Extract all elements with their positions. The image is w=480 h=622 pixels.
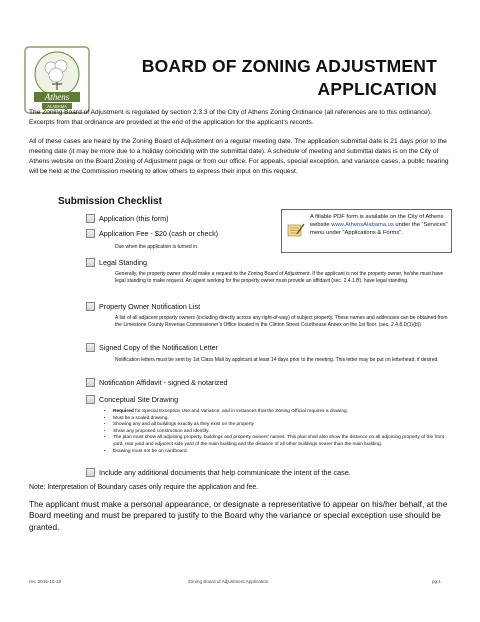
requirement-item: • The plan must show all adjoining property, buildings and property owners’ names. This plan shall also show the distance on all adjoining property of the front yard, rear yard and adjacent side yard of the main building and the distance of all other buildings nearer than the main building.	[113, 435, 447, 448]
appearance-paragraph: The applicant must make a personal appearance, or designate a representative to appear on his/her behalf, at the Board meeting and must be prepared to justify to the Board why the variance or special exception use should be granted.	[29, 499, 448, 532]
website-link[interactable]: www.AthensAlabama.us	[331, 222, 394, 229]
page-title-line2: APPLICATION	[317, 79, 437, 99]
logo-state-text: ALABAMA	[47, 104, 67, 109]
intro-paragraph-1: The Zoning Board of Adjustment is regulated by section 2.3.3 of the City of Athens Zoning Ordinance (all references are to this ordinance). Excerpts from that ordinance are provided at the end of the application for the applicant’s records.	[29, 109, 432, 126]
requirement-item: • Required for Special Exception Use and Variance, and in instances that the Zoning Official requires a drawing.	[113, 409, 447, 416]
site-drawing-checkbox[interactable]	[86, 395, 95, 404]
page-title-line1: BOARD OF ZONING ADJUSTMENT	[141, 56, 437, 76]
checklist-item-site-drawing: Conceptual Site Drawing	[99, 395, 179, 404]
checklist-item-owner-list: Property Owner Notification List	[99, 302, 201, 311]
fee-note: Due when the application is turned in.	[115, 244, 199, 250]
checklist-item-affidavit: Notification Affidavit - signed & notarized	[99, 378, 228, 387]
requirement-item: • Drawing must not be on cardboard.	[113, 449, 447, 456]
additional-docs-checkbox[interactable]	[86, 468, 95, 477]
legal-standing-checkbox[interactable]	[86, 258, 95, 267]
info-text-2: under the “Services” menu under “Applications & Forms”.	[310, 222, 448, 237]
requirement-item: • Must be a scaled drawing.	[113, 416, 447, 423]
owner-list-checkbox[interactable]	[86, 302, 95, 311]
owner-list-note: A list of all adjacent property owners (including directly across any right-of-way) of subject property. These names and addresses can be obtained from the Limestone County Revenue Commissioner’s Office located in the Clinton Street Courthouse Annex on the 1st floor. (sec. 2.4.8.D(1)(b))	[115, 315, 448, 328]
logo-city-text: Athens	[44, 92, 70, 102]
application-checkbox[interactable]	[86, 214, 95, 223]
city-seal-logo	[24, 46, 90, 114]
affidavit-checkbox[interactable]	[86, 378, 95, 387]
form-pen-icon	[287, 222, 305, 238]
checklist-item-fee: Application Fee - $20 (cash or check)	[99, 229, 219, 238]
legal-standing-note: Generally, the property owner should make a request to the Zoning Board of Adjustment. If the applicant is not the property owner, he/she must have legal standing to make request. An agent working for the property owner must provide an affidavit (sec. 2.4.1.B). have legal standing.	[115, 271, 444, 284]
pdf-info-box	[281, 209, 452, 253]
checklist-heading: Submission Checklist	[58, 196, 162, 207]
fee-checkbox[interactable]	[86, 229, 95, 238]
checklist-item-notification-letter: Signed Copy of the Notification Letter	[99, 343, 219, 352]
boundary-note: Note: Interpretation of Boundary cases only require the application and fee.	[29, 484, 259, 491]
footer-revision: rev. 2015-10-18	[29, 579, 62, 584]
notification-letter-checkbox[interactable]	[86, 343, 95, 352]
requirement-item: • Show any proposed construction and identify.	[113, 429, 447, 436]
intro-paragraph-2: All of these cases are heard by the Zoning Board of Adjustment on a regular meeting date. The application submittal date is 21 days prior to the meeting date (it may be more due to a holiday coinciding with the submittal date). A schedule of meeting and submittal dates is on the City of Athens website on the Board Zoning of Adjustment page or from our office. For appeals, special exception, and variance cases, a public hearing will be held at the Commission meeting to allow others to express their input on this request.	[29, 138, 449, 175]
checklist-item-additional-docs: Include any additional documents that help communicate the intent of the case.	[99, 468, 351, 477]
info-text-1: A fillable PDF form is available on the City of Athens website	[310, 214, 444, 229]
footer-page: pg 1	[432, 579, 441, 584]
requirement-item: • Showing any and all buildings exactly as they exist on the property	[113, 422, 447, 429]
checklist-item-application: Application (this form)	[99, 214, 169, 223]
notification-letter-note: Notification letters must be sent by 1st Class Mail by applicant at least 14 days prior to the meeting. This letter may be put on letterhead, if desired.	[115, 357, 439, 363]
footer-title: Zoning Board of Adjustment Application	[188, 579, 269, 584]
checklist-item-legal-standing: Legal Standing	[99, 258, 147, 267]
site-drawing-requirements	[99, 409, 447, 455]
